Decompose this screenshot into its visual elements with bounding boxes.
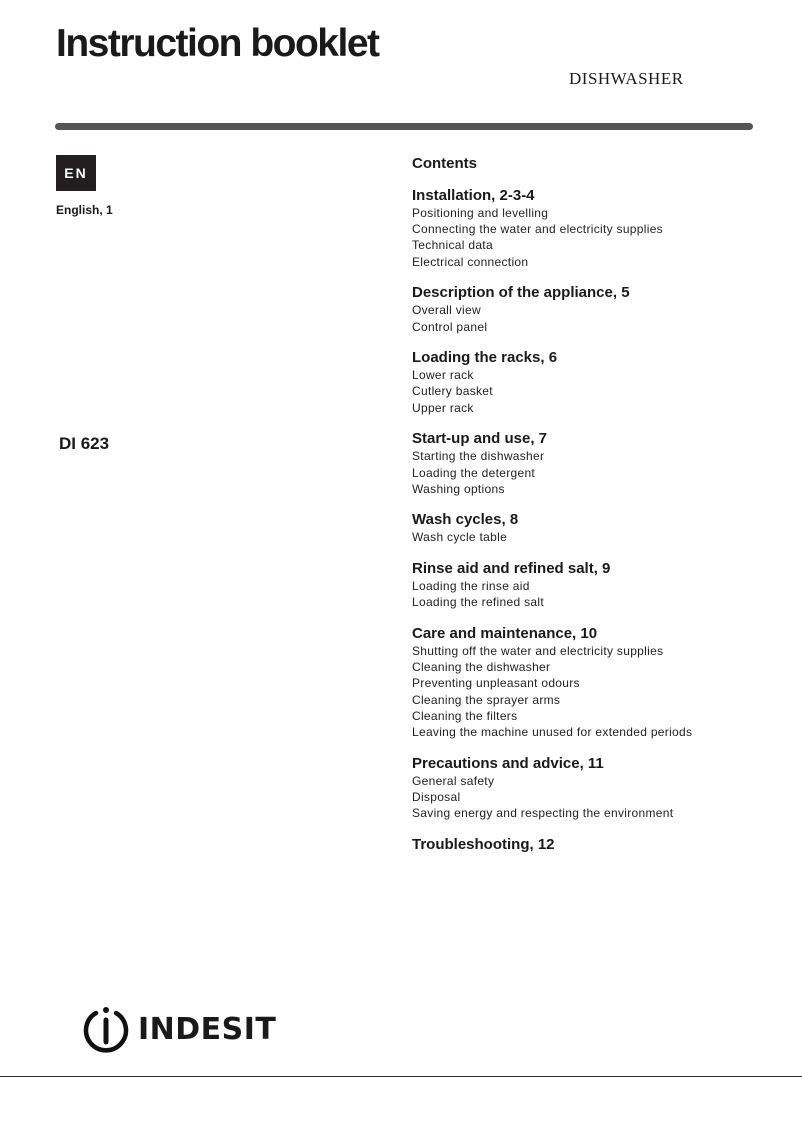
toc-section — [412, 283, 792, 334]
toc-item[interactable]: Cleaning the filters — [412, 708, 518, 723]
contents-heading: Contents — [412, 155, 477, 172]
toc-item[interactable]: Connecting the water and electricity supplies — [412, 222, 663, 237]
toc-item[interactable]: General safety — [412, 773, 495, 788]
language-link[interactable]: English, 1 — [56, 203, 113, 217]
toc-section — [412, 559, 792, 610]
toc-section-heading[interactable]: Start-up and use, 7 — [412, 430, 548, 448]
toc-item[interactable]: Loading the rinse aid — [412, 579, 530, 594]
toc-item[interactable]: Leaving the machine unused for extended periods — [412, 725, 693, 740]
toc-section-heading[interactable]: Troubleshooting, 12 — [412, 835, 555, 853]
toc-section-heading[interactable]: Installation, 2-3-4 — [412, 187, 535, 204]
toc-item[interactable]: Cutlery basket — [412, 384, 493, 399]
toc-item[interactable]: Electrical connection — [412, 254, 529, 269]
toc-item[interactable]: Washing options — [412, 481, 505, 496]
toc-item[interactable]: Control panel — [412, 319, 488, 334]
indesit-logo — [82, 1005, 276, 1053]
toc-item[interactable]: Starting the dishwasher — [412, 449, 545, 464]
toc-item[interactable]: Saving energy and respecting the environment — [412, 806, 674, 821]
toc-section-heading[interactable]: Loading the racks, 6 — [412, 349, 558, 367]
toc-item[interactable]: Cleaning the sprayer arms — [412, 692, 561, 707]
toc-section-heading[interactable]: Rinse aid and refined salt, 9 — [412, 560, 611, 578]
table-of-contents — [412, 154, 792, 867]
indesit-logo-icon — [82, 1005, 130, 1053]
toc-section-heading[interactable]: Wash cycles, 8 — [412, 511, 519, 529]
page-title: Instruction booklet — [56, 22, 379, 65]
header-divider — [55, 123, 753, 130]
toc-item[interactable]: Wash cycle table — [412, 530, 508, 545]
toc-item[interactable]: Positioning and levelling — [412, 206, 549, 220]
toc-item[interactable]: Shutting off the water and electricity supplies — [412, 644, 664, 659]
toc-item[interactable]: Loading the refined salt — [412, 595, 544, 610]
toc-item[interactable]: Lower rack — [412, 368, 474, 383]
toc-section — [412, 835, 792, 854]
toc-item[interactable]: Technical data — [412, 238, 493, 253]
toc-section — [412, 624, 792, 740]
toc-item[interactable]: Loading the detergent — [412, 465, 536, 480]
toc-section-heading[interactable]: Description of the appliance, 5 — [412, 284, 630, 302]
toc-section-heading[interactable]: Precautions and advice, 11 — [412, 754, 604, 772]
footer-divider — [0, 1076, 802, 1077]
toc-item[interactable]: Disposal — [412, 789, 461, 804]
toc-item[interactable]: Preventing unpleasant odours — [412, 676, 580, 691]
toc-section — [412, 510, 792, 545]
toc-item[interactable]: Upper rack — [412, 400, 474, 415]
product-type: DISHWASHER — [569, 69, 684, 88]
toc-section — [412, 348, 792, 416]
toc-item[interactable]: Overall view — [412, 303, 481, 318]
language-badge: EN — [56, 155, 96, 191]
brand-name: INDESIT — [138, 1011, 277, 1047]
toc-section — [412, 429, 792, 497]
toc-item[interactable]: Cleaning the dishwasher — [412, 660, 551, 675]
model-number: DI 623 — [59, 434, 110, 453]
toc-section — [412, 186, 792, 270]
toc-section — [412, 754, 792, 822]
toc-section-heading[interactable]: Care and maintenance, 10 — [412, 625, 598, 643]
